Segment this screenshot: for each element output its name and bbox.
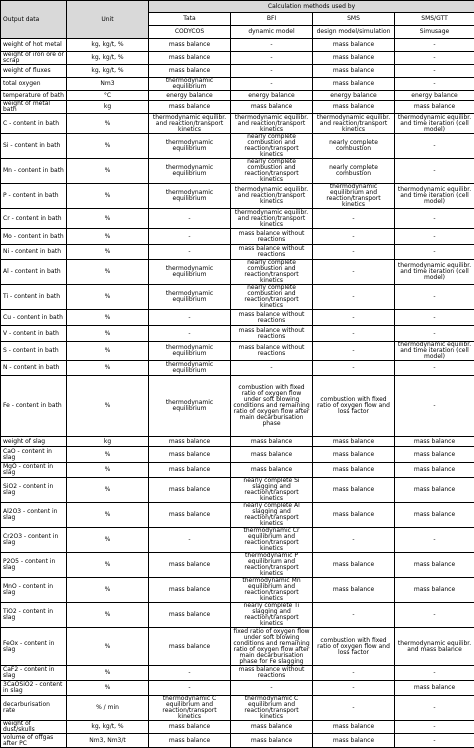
cell-sms-gtt: thermodynamic equilibr. and time iteration (cell model) <box>395 184 474 209</box>
cell-tata: thermodynamic equilibrium <box>149 285 231 310</box>
cell-bfi: thermodynamic Mn equilibrium and reaction/transport kinetics <box>231 578 313 603</box>
table-row <box>1 159 474 184</box>
row-label: Al - content in bath <box>1 260 67 285</box>
cell-sms: mass balance <box>313 447 395 463</box>
cell-sms: - <box>313 229 395 245</box>
cell-bfi: mass balance without reactions <box>231 666 313 681</box>
table-row <box>1 553 474 578</box>
row-unit: % <box>67 528 149 553</box>
row-unit: kg <box>67 101 149 114</box>
table-row <box>1 184 474 209</box>
cell-sms: - <box>313 310 395 326</box>
cell-tata: mass balance <box>149 478 231 503</box>
cell-sms-gtt: - <box>395 326 474 342</box>
cell-sms-gtt: - <box>395 65 474 78</box>
cell-sms-gtt: mass balance <box>395 553 474 578</box>
cell-sms: mass balance <box>313 721 395 734</box>
cell-sms: energy balance <box>313 91 395 101</box>
row-label: Ni - content in bath <box>1 245 67 260</box>
cell-sms: thermodynamic equilibrium and reaction/transport kinetics <box>313 184 395 209</box>
cell-sms-gtt: - <box>395 52 474 65</box>
cell-sms: - <box>313 285 395 310</box>
row-unit: Nm3 <box>67 78 149 91</box>
row-label: decarburisation rate <box>1 696 67 721</box>
cell-sms: - <box>313 326 395 342</box>
method-codycos: CODYCOS <box>149 26 231 39</box>
cell-sms: mass balance <box>313 437 395 447</box>
cell-sms-gtt: - <box>395 245 474 260</box>
cell-tata: mass balance <box>149 603 231 628</box>
table-row <box>1 78 474 91</box>
cell-tata: thermodynamic equilibrium <box>149 260 231 285</box>
cell-sms-gtt: mass balance <box>395 101 474 114</box>
row-label: N - content in bath <box>1 361 67 376</box>
cell-sms-gtt: energy balance <box>395 91 474 101</box>
cell-bfi: fixed ratio of oxygen flow under soft blowing conditions and remaining ratio of oxygen flow after main decarburisation phase for Fe slagging <box>231 628 313 666</box>
row-label: weight of fluxes <box>1 65 67 78</box>
cell-tata: thermodynamic equilibrium <box>149 342 231 361</box>
cell-tata: thermodynamic equilibrium <box>149 78 231 91</box>
cell-tata: thermodynamic equilibrium <box>149 361 231 376</box>
cell-bfi: nearly complete combustion and reaction/transport kinetics <box>231 134 313 159</box>
cell-sms-gtt: - <box>395 78 474 91</box>
table-row <box>1 447 474 463</box>
cell-bfi: nearly complete Ti slagging and reaction/transport kinetics <box>231 603 313 628</box>
table-row <box>1 666 474 681</box>
cell-sms: - <box>313 209 395 229</box>
cell-sms: mass balance <box>313 553 395 578</box>
cell-sms-gtt: mass balance <box>395 447 474 463</box>
row-unit: % <box>67 229 149 245</box>
row-unit: % <box>67 285 149 310</box>
table-row <box>1 260 474 285</box>
row-unit: % <box>67 578 149 603</box>
row-unit: % <box>67 114 149 134</box>
method-simusage: Simusage <box>395 26 474 39</box>
cell-tata: thermodynamic equilibrium <box>149 134 231 159</box>
cell-sms: combustion with fixed ratio of oxygen flow and loss factor <box>313 376 395 437</box>
cell-tata: mass balance <box>149 437 231 447</box>
row-label: 3CaOSiO2 - content in slag <box>1 681 67 696</box>
row-label: FeOx - content in slag <box>1 628 67 666</box>
row-label: Mo - content in bath <box>1 229 67 245</box>
row-label: total oxygen <box>1 78 67 91</box>
cell-sms-gtt: - <box>395 39 474 52</box>
cell-tata: - <box>149 666 231 681</box>
header-output-data: Output data <box>1 1 67 39</box>
cell-bfi: - <box>231 65 313 78</box>
row-unit: % <box>67 245 149 260</box>
cell-sms-gtt: thermodynamic equilibr. and time iteration (cell model) <box>395 114 474 134</box>
row-label: volume of offgas after PC <box>1 734 67 748</box>
cell-sms: mass balance <box>313 478 395 503</box>
table-row <box>1 114 474 134</box>
cell-bfi: thermodynamic Cr equilibrium and reaction/transport kinetics <box>231 528 313 553</box>
table-row <box>1 134 474 159</box>
table-row <box>1 503 474 528</box>
cell-bfi: - <box>231 39 313 52</box>
cell-tata: thermodynamic equilibrium <box>149 159 231 184</box>
cell-sms-gtt: mass balance <box>395 681 474 696</box>
row-label: C - content in bath <box>1 114 67 134</box>
table-row <box>1 734 474 748</box>
cell-tata: mass balance <box>149 628 231 666</box>
cell-sms-gtt: - <box>395 376 474 437</box>
cell-sms: - <box>313 361 395 376</box>
cell-tata: mass balance <box>149 734 231 748</box>
row-label: weight of hot metal <box>1 39 67 52</box>
cell-sms: mass balance <box>313 578 395 603</box>
cell-bfi: mass balance <box>231 101 313 114</box>
row-label: Cr2O3 - content in slag <box>1 528 67 553</box>
row-unit: Nm3, Nm3/t <box>67 734 149 748</box>
row-unit: kg, kg/t, % <box>67 52 149 65</box>
row-label: S - content in bath <box>1 342 67 361</box>
cell-bfi: - <box>231 681 313 696</box>
cell-sms-gtt: thermodynamic equilibr. and time iteration (cell model) <box>395 342 474 361</box>
cell-tata: thermodynamic C equilibrium and reaction/transport kinetics <box>149 696 231 721</box>
cell-bfi: energy balance <box>231 91 313 101</box>
header-calc-methods: Calculation methods used by <box>149 1 474 13</box>
cell-sms-gtt: - <box>395 603 474 628</box>
cell-sms-gtt: - <box>395 229 474 245</box>
cell-sms: - <box>313 681 395 696</box>
table-row <box>1 478 474 503</box>
table-row <box>1 101 474 114</box>
row-unit: % <box>67 666 149 681</box>
row-unit: % <box>67 478 149 503</box>
method-dynamic-model: dynamic model <box>231 26 313 39</box>
row-unit: % <box>67 463 149 478</box>
row-label: Si - content in bath <box>1 134 67 159</box>
cell-bfi: mass balance without reactions <box>231 245 313 260</box>
row-label: TiO2 - content in slag <box>1 603 67 628</box>
table-row <box>1 209 474 229</box>
cell-sms: mass balance <box>313 52 395 65</box>
row-unit: % <box>67 447 149 463</box>
cell-sms-gtt: - <box>395 528 474 553</box>
table-row <box>1 245 474 260</box>
table-row <box>1 52 474 65</box>
cell-sms-gtt: thermodynamic equilibr. and mass balance <box>395 628 474 666</box>
table-row <box>1 681 474 696</box>
cell-sms: mass balance <box>313 65 395 78</box>
row-unit: % <box>67 209 149 229</box>
cell-sms-gtt: - <box>395 159 474 184</box>
cell-bfi: thermodynamic equilibr. and reaction/transport kinetics <box>231 114 313 134</box>
table-row <box>1 342 474 361</box>
cell-tata: mass balance <box>149 447 231 463</box>
cell-sms: - <box>313 666 395 681</box>
company-sms-gtt: SMS/GTT <box>395 13 474 26</box>
row-label: CaO - content in slag <box>1 447 67 463</box>
cell-bfi: mass balance without reactions <box>231 229 313 245</box>
table-row <box>1 437 474 447</box>
cell-sms: - <box>313 342 395 361</box>
cell-bfi: thermodynamic equilibr. and reaction/transport kinetics <box>231 184 313 209</box>
cell-sms: mass balance <box>313 78 395 91</box>
cell-bfi: mass balance <box>231 721 313 734</box>
cell-tata: - <box>149 326 231 342</box>
table-row <box>1 285 474 310</box>
table-row <box>1 528 474 553</box>
row-unit: % <box>67 503 149 528</box>
table-row <box>1 361 474 376</box>
table-row <box>1 721 474 734</box>
cell-bfi: nearly complete combustion and reaction/transport kinetics <box>231 159 313 184</box>
row-label: V - content in bath <box>1 326 67 342</box>
cell-sms-gtt: thermodynamic equilibr. and time iteration (cell model) <box>395 260 474 285</box>
cell-sms-gtt: mass balance <box>395 578 474 603</box>
row-unit: kg, kg/t, % <box>67 65 149 78</box>
row-unit: % <box>67 326 149 342</box>
cell-tata: mass balance <box>149 65 231 78</box>
cell-bfi: - <box>231 361 313 376</box>
cell-sms: - <box>313 696 395 721</box>
row-label: Mn - content in bath <box>1 159 67 184</box>
cell-sms: - <box>313 260 395 285</box>
row-unit: % <box>67 603 149 628</box>
row-unit: % <box>67 310 149 326</box>
cell-tata: mass balance <box>149 553 231 578</box>
row-label: P2O5 - content in slag <box>1 553 67 578</box>
cell-tata: thermodynamic equilibrium <box>149 184 231 209</box>
table-row <box>1 696 474 721</box>
table-row <box>1 376 474 437</box>
cell-sms-gtt: mass balance <box>395 478 474 503</box>
cell-tata: mass balance <box>149 578 231 603</box>
cell-bfi: mass balance without reactions <box>231 326 313 342</box>
table-row <box>1 229 474 245</box>
row-unit: % <box>67 342 149 361</box>
cell-sms-gtt: - <box>395 666 474 681</box>
row-unit: kg, kg/t, % <box>67 721 149 734</box>
company-tata: Tata <box>149 13 231 26</box>
cell-bfi: - <box>231 52 313 65</box>
cell-bfi: mass balance without reactions <box>231 342 313 361</box>
row-label: Ti - content in bath <box>1 285 67 310</box>
cell-sms-gtt: - <box>395 209 474 229</box>
cell-bfi: thermodynamic equilibr. and reaction/transport kinetics <box>231 209 313 229</box>
table-row <box>1 91 474 101</box>
row-label: Al2O3 - content in slag <box>1 503 67 528</box>
table-row <box>1 463 474 478</box>
cell-tata: thermodynamic equilibr. and reaction/transport kinetics <box>149 114 231 134</box>
cell-tata: mass balance <box>149 52 231 65</box>
cell-tata: mass balance <box>149 503 231 528</box>
cell-sms: mass balance <box>313 463 395 478</box>
row-label: MgO - content in slag <box>1 463 67 478</box>
table-row <box>1 578 474 603</box>
cell-bfi: - <box>231 78 313 91</box>
table-row <box>1 39 474 52</box>
row-unit: % <box>67 260 149 285</box>
cell-tata: mass balance <box>149 463 231 478</box>
cell-tata: energy balance <box>149 91 231 101</box>
row-unit: kg, kg/t, % <box>67 39 149 52</box>
cell-tata: - <box>149 528 231 553</box>
cell-bfi: mass balance <box>231 437 313 447</box>
row-unit: % <box>67 376 149 437</box>
table-row <box>1 628 474 666</box>
row-label: CaF2 - content in slag <box>1 666 67 681</box>
cell-sms: nearly complete combustion <box>313 134 395 159</box>
cell-sms-gtt: mass balance <box>395 463 474 478</box>
table-row <box>1 603 474 628</box>
cell-bfi: mass balance without reactions <box>231 310 313 326</box>
company-sms: SMS <box>313 13 395 26</box>
cell-tata: - <box>149 209 231 229</box>
cell-sms: - <box>313 245 395 260</box>
row-label: temperature of bath <box>1 91 67 101</box>
cell-sms-gtt: - <box>395 285 474 310</box>
row-label: SiO2 - content in slag <box>1 478 67 503</box>
row-label: Cr - content in bath <box>1 209 67 229</box>
cell-sms: mass balance <box>313 101 395 114</box>
row-unit: % <box>67 134 149 159</box>
cell-tata: - <box>149 310 231 326</box>
cell-bfi: mass balance <box>231 734 313 748</box>
cell-bfi: thermodynamic C equilibrium and reaction/transport kinetics <box>231 696 313 721</box>
cell-sms: combustion with fixed ratio of oxygen flow and loss factor <box>313 628 395 666</box>
row-unit: % / min <box>67 696 149 721</box>
row-label: Cu - content in bath <box>1 310 67 326</box>
cell-tata: - <box>149 681 231 696</box>
cell-bfi: mass balance <box>231 463 313 478</box>
cell-bfi: combustion with fixed ratio of oxygen flow under soft blowing conditions and remaining ratio of oxygen flow after main decarburisation phase <box>231 376 313 437</box>
row-label: weight of dust/skulls <box>1 721 67 734</box>
row-label: weight of metal bath <box>1 101 67 114</box>
cell-bfi: nearly complete combustion and reaction/transport kinetics <box>231 260 313 285</box>
row-label: weight of slag <box>1 437 67 447</box>
cell-sms-gtt: - <box>395 696 474 721</box>
cell-bfi: nearly complete Si slagging and reaction/transport kinetics <box>231 478 313 503</box>
cell-bfi: nearly complete combustion and reaction/transport kinetics <box>231 285 313 310</box>
cell-sms-gtt: - <box>395 361 474 376</box>
table-row <box>1 65 474 78</box>
method-design-model: design model/simulation <box>313 26 395 39</box>
row-unit: % <box>67 184 149 209</box>
cell-sms: nearly complete combustion <box>313 159 395 184</box>
table-body <box>1 39 474 748</box>
cell-bfi: nearly complete Al slagging and reaction/transport kinetics <box>231 503 313 528</box>
row-label: Fe - content in bath <box>1 376 67 437</box>
table-row <box>1 310 474 326</box>
cell-bfi: mass balance <box>231 447 313 463</box>
cell-sms-gtt: - <box>395 310 474 326</box>
row-unit: kg <box>67 437 149 447</box>
cell-sms-gtt: mass balance <box>395 503 474 528</box>
cell-sms: thermodynamic equilibr. and reaction/transport kinetics <box>313 114 395 134</box>
row-unit: % <box>67 681 149 696</box>
header-unit: Unit <box>67 1 149 39</box>
row-label: MnO - content in slag <box>1 578 67 603</box>
cell-sms-gtt: - <box>395 721 474 734</box>
row-unit: % <box>67 628 149 666</box>
cell-sms-gtt: - <box>395 734 474 748</box>
table-row <box>1 326 474 342</box>
cell-sms: mass balance <box>313 39 395 52</box>
cell-tata: mass balance <box>149 721 231 734</box>
cell-tata: mass balance <box>149 101 231 114</box>
company-bfi: BFI <box>231 13 313 26</box>
cell-sms: - <box>313 603 395 628</box>
cell-tata: mass balance <box>149 39 231 52</box>
row-unit: % <box>67 553 149 578</box>
row-unit: % <box>67 159 149 184</box>
cell-tata: - <box>149 229 231 245</box>
cell-sms-gtt: mass balance <box>395 437 474 447</box>
cell-tata: - <box>149 245 231 260</box>
row-unit: °C <box>67 91 149 101</box>
row-label: weight of iron ore or scrap <box>1 52 67 65</box>
cell-sms: mass balance <box>313 734 395 748</box>
cell-bfi: thermodynamic P equilibrium and reaction/transport kinetics <box>231 553 313 578</box>
row-label: P - content in bath <box>1 184 67 209</box>
cell-tata: thermodynamic equilibrium <box>149 376 231 437</box>
cell-sms-gtt: - <box>395 134 474 159</box>
row-unit: % <box>67 361 149 376</box>
cell-sms: - <box>313 528 395 553</box>
cell-sms: mass balance <box>313 503 395 528</box>
